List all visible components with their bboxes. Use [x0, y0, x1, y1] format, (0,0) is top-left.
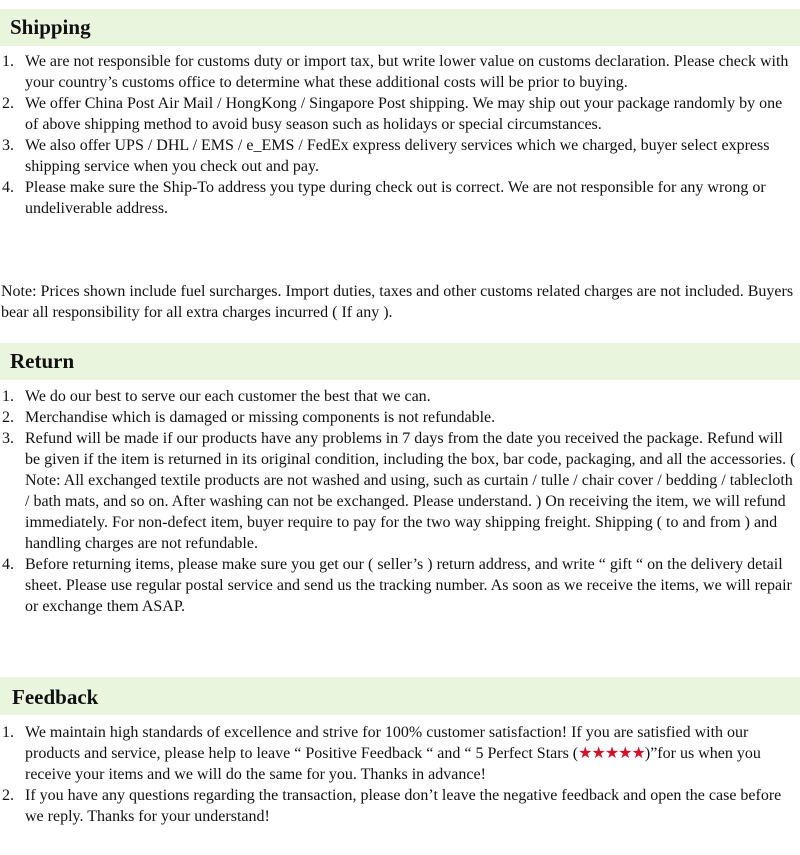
list-item — [0, 135, 796, 177]
list-item — [0, 428, 796, 554]
item-text: We are not responsible for customs duty or import tax, but write lower value on customs declaration. Please check with your country’s customs office to determine what these additional costs will be prior to buying. — [25, 53, 789, 91]
item-text: We do our best to serve our each customer the best that we can. — [25, 388, 431, 405]
item-number: 2. — [2, 95, 14, 112]
five-star-icon: ★★★★★ — [578, 745, 645, 762]
return-heading: Return — [0, 343, 800, 380]
item-text: We offer China Post Air Mail / HongKong / Singapore Post shipping. We may ship out your package randomly by one of above shipping method to avoid busy season such as holidays or special circumstances. — [25, 95, 783, 133]
item-number: 4. — [2, 556, 14, 573]
item-text: If you have any questions regarding the transaction, please don’t leave the negative feedback and open the case before we reply. Thanks for your understand! — [25, 787, 782, 825]
item-text: Refund will be made if our products have any problems in 7 days from the date you received the package. Refund will be given if the item is returned in its original condition, including the box, bar code, packaging, and all the accessories. ( Note: All exchanged textile products are not washed and using, such as curtain / tulle / chair cover / bedding / tablecloth / bath mats, and so on. After washing can not be exchanged. Please understand. ) On receiving the item, we will refund immediately. For non-defect item, buyer require to pay for the two way shipping freight. Shipping ( to and from ) and handling charges are not refundable. — [25, 430, 796, 552]
item-number: 4. — [2, 179, 14, 196]
item-number: 1. — [2, 724, 14, 741]
shipping-heading: Shipping — [0, 9, 800, 46]
list-item — [0, 386, 796, 407]
item-number: 2. — [2, 409, 14, 426]
list-item — [0, 722, 796, 785]
item-text: Please make sure the Ship-To address you type during check out is correct. We are not responsible for any wrong or undeliverable address. — [25, 179, 766, 217]
item-number: 2. — [2, 787, 14, 804]
item-number: 1. — [2, 53, 14, 70]
item-number: 1. — [2, 388, 14, 405]
item-text: We maintain high standards of excellence and strive for 100% customer satisfaction! If you are satisfied with our products and service, please help to leave “ Positive Feedback “ and “ 5 Perfect Stars ( — [25, 724, 749, 762]
item-number: 3. — [2, 137, 14, 154]
item-text: We also offer UPS / DHL / EMS / e_EMS / FedEx express delivery services which we charged, buyer select express shipping service when you check out and pay. — [25, 137, 770, 175]
return-list — [0, 386, 796, 617]
list-item — [0, 785, 796, 827]
list-item — [0, 554, 796, 617]
feedback-list — [0, 722, 796, 827]
item-text: Merchandise which is damaged or missing components is not refundable. — [25, 409, 496, 426]
shipping-note: Note: Prices shown include fuel surcharges. Import duties, taxes and other customs related charges are not included. Buyers bear all responsibility for all extra charges incurred ( If any ). — [1, 283, 794, 321]
feedback-heading: Feedback — [0, 677, 800, 715]
list-item — [0, 177, 796, 219]
list-item — [0, 93, 796, 135]
item-number: 3. — [2, 430, 14, 447]
item-text: )”for us when you receive your items and we will do the same for you. Thanks in advance! — [25, 745, 761, 783]
shipping-list — [0, 51, 796, 219]
item-text: Before returning items, please make sure you get our ( seller’s ) return address, and write “ gift “ on the delivery detail sheet. Please use regular postal service and send us the tracking number. As soon as we receive the items, we will repair or exchange them ASAP. — [25, 556, 792, 615]
list-item — [0, 51, 796, 93]
list-item — [0, 407, 796, 428]
